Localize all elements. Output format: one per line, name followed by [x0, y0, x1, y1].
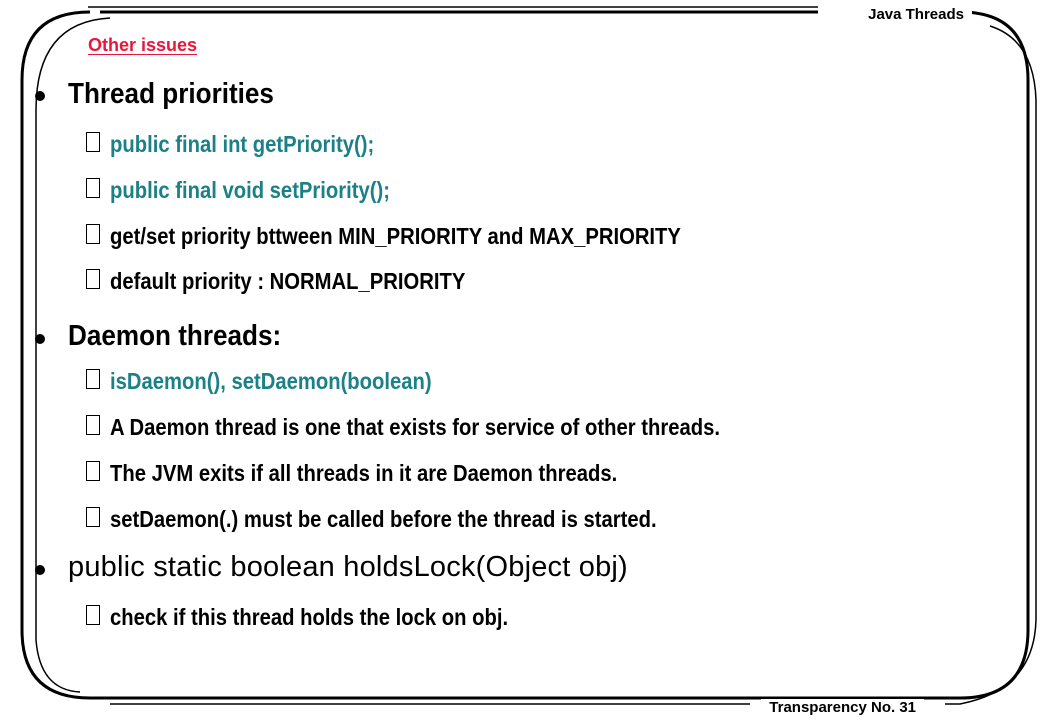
section-title: Other issues: [88, 35, 198, 55]
list-item: [86, 604, 562, 631]
sub-bullet-icon: [86, 269, 100, 289]
list-item: [86, 268, 514, 295]
bullet-text: Thread priorities: [68, 78, 274, 110]
list-item-text: check if this thread holds the lock on obj.: [110, 604, 509, 630]
list-item: [86, 131, 410, 158]
bullet-holds-lock: [68, 551, 628, 584]
page-number: Transparency No. 31: [761, 699, 924, 716]
sub-bullet-icon: [86, 461, 100, 481]
sub-bullet-icon: [86, 224, 100, 244]
list-item-text: public final void setPriority();: [110, 177, 391, 203]
list-item: [86, 223, 759, 250]
list-item-text: default priority : NORMAL_PRIORITY: [110, 268, 466, 294]
sub-bullet-icon: [86, 369, 100, 389]
list-item-text: isDaemon(), setDaemon(boolean): [110, 368, 432, 394]
bullet-thread-priorities: [68, 78, 297, 111]
course-title: Java Threads: [860, 6, 972, 23]
bullet-icon: [35, 565, 45, 575]
list-item: [86, 414, 803, 441]
bullet-icon: [35, 334, 45, 344]
sub-bullet-icon: [86, 507, 100, 527]
sub-bullet-icon: [86, 132, 100, 152]
list-item: [86, 368, 476, 395]
sub-bullet-icon: [86, 415, 100, 435]
bullet-icon: [35, 91, 45, 101]
list-item-text: The JVM exits if all threads in it are Daemon threads.: [110, 460, 618, 486]
sub-bullet-icon: [86, 605, 100, 625]
bullet-text: Daemon threads:: [68, 320, 282, 352]
list-item-text: A Daemon thread is one that exists for service of other threads.: [110, 414, 720, 440]
list-item: [86, 506, 731, 533]
list-item: [86, 177, 428, 204]
bullet-daemon-threads: [68, 320, 305, 353]
list-item-text: get/set priority bttween MIN_PRIORITY and MAX_PRIORITY: [110, 223, 681, 249]
list-item-text: setDaemon(.) must be called before the thread is started.: [110, 506, 657, 532]
list-item: [86, 460, 686, 487]
list-item-text: public final int getPriority();: [110, 131, 375, 157]
bullet-text: public static boolean holdsLock(Object obj): [68, 551, 628, 583]
sub-bullet-icon: [86, 178, 100, 198]
